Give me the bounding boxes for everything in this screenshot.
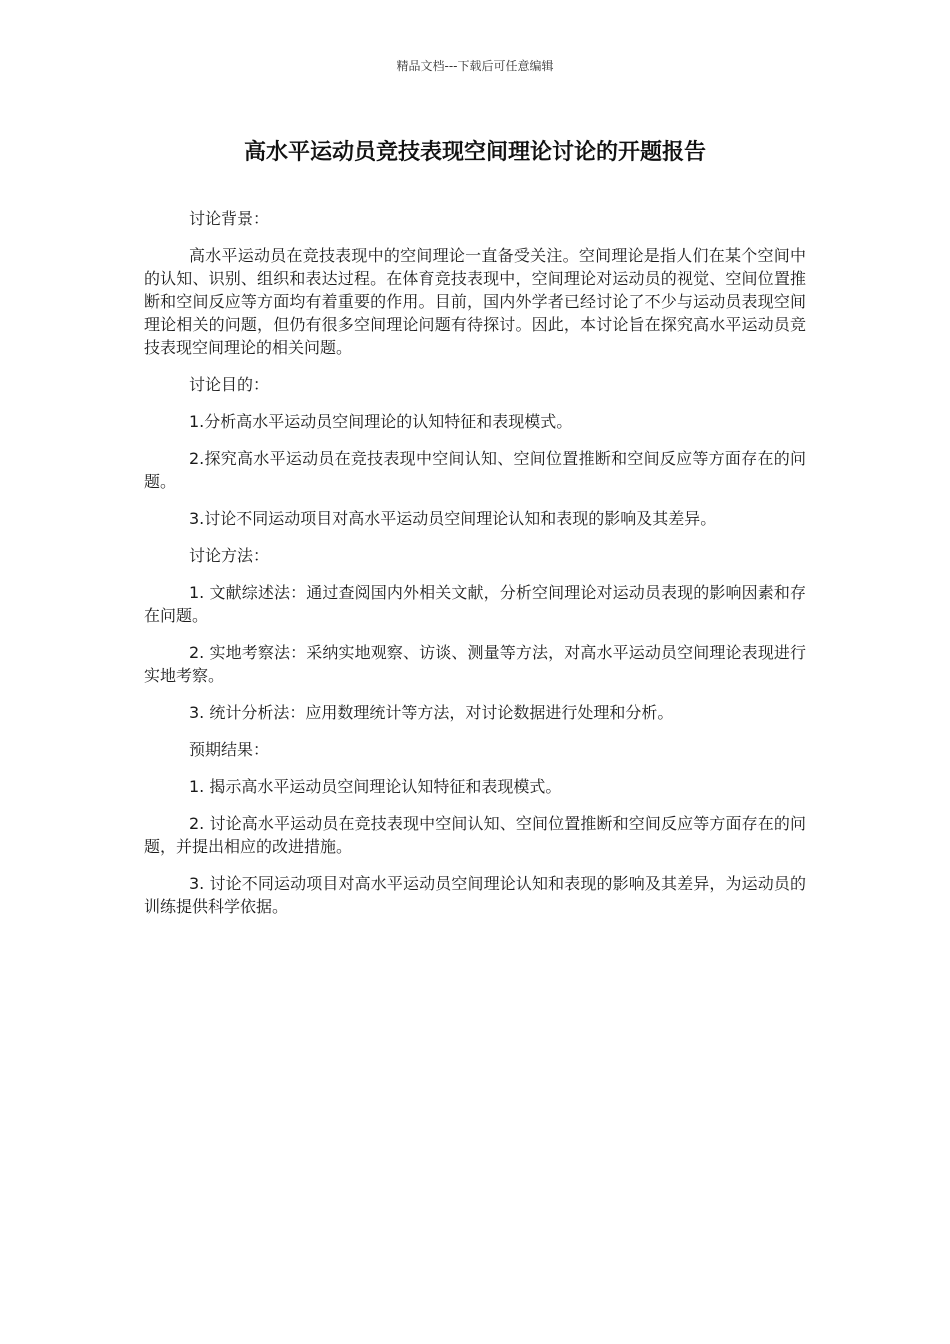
purpose-item-1: 1.分析高水平运动员空间理论的认知特征和表现模式。 [189,412,573,431]
document-title: 高水平运动员竞技表现空间理论讨论的开题报告 [243,140,706,165]
result-item-1: 1. 揭示高水平运动员空间理论认知特征和表现模式。 [189,777,562,796]
header-note: 精品文档---下载后可任意编辑 [396,59,554,73]
method-item-3: 3. 统计分析法：应用数理统计等方法，对讨论数据进行处理和分析。 [189,703,674,722]
method-item-1: 1. 文献综述法：通过查阅国内外相关文献，分析空间理论对运动员表现的影响因素和存在问题。 [144,583,806,625]
section-heading-methods: 讨论方法： [189,546,270,565]
method-item-2: 2. 实地考察法：采纳实地观察、访谈、测量等方法，对高水平运动员空间理论表现进行实地考察。 [144,643,806,685]
document-body [144,207,806,932]
result-item-3: 3. 讨论不同运动项目对高水平运动员空间理论认知和表现的影响及其差异，为运动员的训练提供科学依据。 [144,874,806,916]
purpose-item-2: 2.探究高水平运动员在竞技表现中空间认知、空间位置推断和空间反应等方面存在的问题。 [144,449,806,491]
section-heading-purpose: 讨论目的： [189,375,270,394]
background-paragraph: 高水平运动员在竞技表现中的空间理论一直备受关注。空间理论是指人们在某个空间中的认知、识别、组织和表达过程。在体育竞技表现中，空间理论对运动员的视觉、空间位置推断和空间反应等方面均有着重要的作用。目前，国内外学者已经讨论了不少与运动员表现空间理论相关的问题，但仍有很多空间理论问题有待探讨。因此，本讨论旨在探究高水平运动员竞技表现空间理论的相关问题。 [144,246,806,357]
section-heading-results: 预期结果： [189,740,270,759]
result-item-2: 2. 讨论高水平运动员在竞技表现中空间认知、空间位置推断和空间反应等方面存在的问题，并提出相应的改进措施。 [144,814,806,856]
purpose-item-3: 3.讨论不同运动项目对高水平运动员空间理论认知和表现的影响及其差异。 [189,509,717,528]
section-heading-background: 讨论背景： [189,209,270,228]
